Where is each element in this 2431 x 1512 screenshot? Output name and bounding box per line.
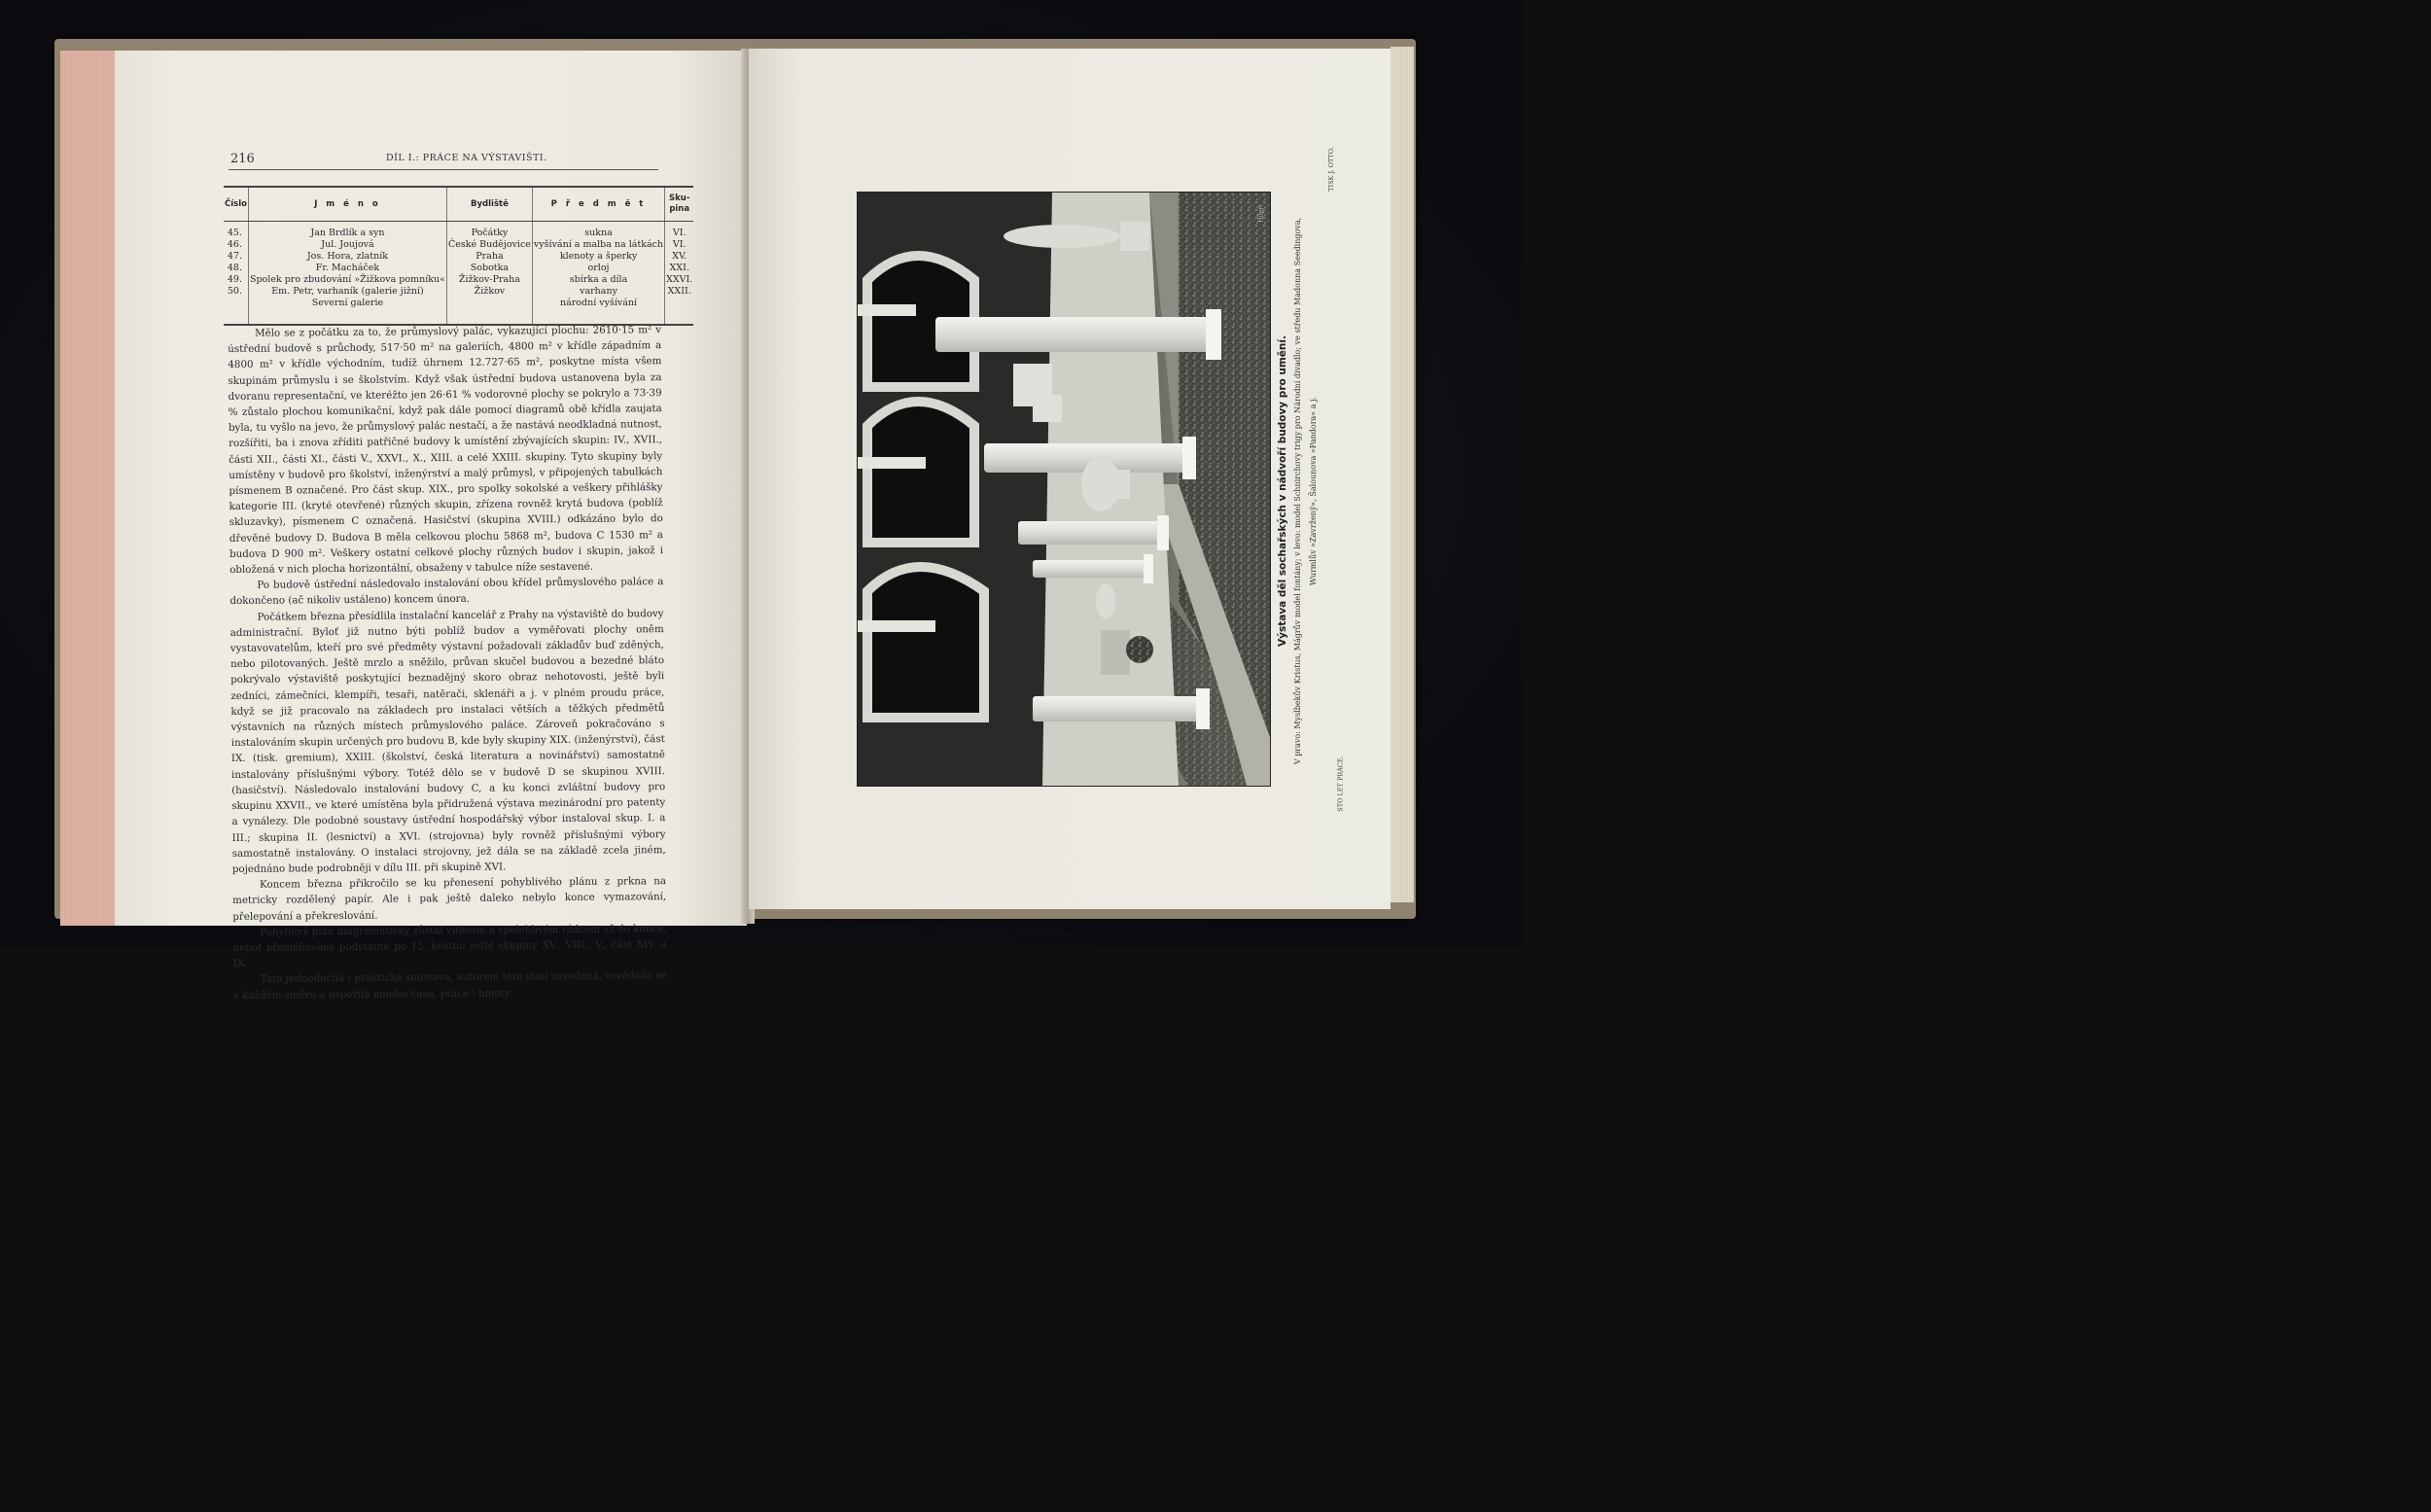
header-number: Číslo <box>224 187 248 222</box>
row-name: Em. Petr, varhaník (galerie jižní) <box>271 286 424 297</box>
header-group: Sku- pina <box>665 187 694 222</box>
row-group: VI. <box>672 239 687 250</box>
header-subject: P ř e d m ě t <box>532 187 664 222</box>
caption-line: Wurmlův »Zavržený«, Šalounova »Pandora« a j. <box>1309 396 1318 586</box>
caption-title: Výstava děl sochařských v nádvoří budovy pro umění. <box>1277 335 1288 647</box>
row-name: Spolek pro zbudování »Žižkova pomníku« <box>249 274 445 285</box>
footer-mark: STO LET PRÁCE. <box>1336 756 1345 812</box>
row-residence: Žižkov <box>474 286 506 297</box>
row-number: 50. <box>227 286 242 297</box>
row-group: XXVI. <box>666 274 693 285</box>
page-edges-left <box>60 51 121 926</box>
residence-column <box>446 222 532 326</box>
row-subject: sukna <box>584 228 613 238</box>
row-residence: Sobotka <box>470 263 510 273</box>
header-name: J m é n o <box>248 187 446 222</box>
caption-line: V pravo: Myslbekův Kristus, Mágrův model fontány; v levo: model Schnirchovy trigy pro Národní divadlo; ve středu Madonna Seedingova, <box>1293 217 1302 765</box>
row-number: 47. <box>227 251 242 262</box>
paragraph: Koncem března přikročilo se ku přenesení pohyblivého plánu z prkna na metricky rozdělený papír. Ale i pak ještě daleko nebylo konce vymazování, přelepování a překreslování. <box>232 875 667 923</box>
row-number: 49. <box>227 274 242 285</box>
row-residence: Počátky <box>471 228 509 238</box>
row-group: XV. <box>672 251 687 262</box>
row-group: XXII. <box>667 286 691 297</box>
image-signature: Hilprt <box>1257 204 1265 223</box>
row-group: VI. <box>672 228 687 238</box>
row-subject: varhany <box>580 286 617 297</box>
number-column <box>224 222 248 326</box>
row-residence: České Budějovice <box>447 239 531 250</box>
row-name: Severní galerie <box>311 298 384 308</box>
name-column <box>248 222 446 326</box>
caption-text <box>1277 218 1320 764</box>
row-subject: národní vyšívání <box>559 298 638 308</box>
row-number: 46. <box>227 239 242 250</box>
page-number: 216 <box>230 152 255 166</box>
paragraph: Mělo se z počátku za to, že průmyslový palác, vykazující plochu: 2610·15 m² v ústřední budově s průchody, 517·50 m² na galeriích, 4800 m² v křídle západním a 4800 m² v křídle východním, tudíž úhrnem 12.727·65 m², poskytne místa všem skupinám průmyslu i se školstvím. Když však ústřední budova ustanovena byla za dvoranu representační, ve kteréžto jen 26·61 % vodorovné plochy se pokrylo a 73·39 % zůstalo plochou komunikační, když pak dále pomocí diagramů obě křídla zaujata byla, tu vyšlo na jevo, že průmyslový palác nestačí, a že nastává neodkladná nutnost, rozšířiti, ba i znova zříditi patřičné budovy k umístění zbývajících skupin: IV., XVII., části XII., části XI., části V., XXVI., X., XIII. a celé XXIII. skupiny. Tyto skupiny byly umístěny v budově pro školství, inženýrství a malý průmysl, v připojených tabulkách písmenem B označené. Pro část skup. XIX., pro spolky sokolské a veškery přihlášky kategorie III. (kryté otevřené) různých skupin, zřízena rovněž krytá budova (poblíž skluzavky), písmenem C označená. Hasičství (skupina XVIII.) odkázáno bylo do dřevěné budovy D. Budova B měla celkovou plochu 5868 m², budova C 1530 m² a budova D 900 m². Veškery ostatní celkové plochy různých budov i skupin, jakož i obložená v nich plocha horizontální, obsaženy v tabulce níže sestavené. <box>228 324 664 577</box>
row-subject: sbírka a díla <box>569 274 628 285</box>
row-subject: vyšívání a malba na látkách <box>533 239 664 250</box>
sculpture-courtyard-photo <box>857 192 1271 787</box>
paragraph: Tato jednoduchá i praktická soustava, autorem této stati zavedená, osvědčila se v každém směru a uspořila mnoho času, práce i hmoty. <box>232 969 667 1002</box>
photo-caption <box>1269 146 1327 836</box>
running-title: DÍL I.: PRÁCE NA VÝSTAVIŠTI. <box>386 153 547 163</box>
photo-credit: TISK J. OTTO. <box>1326 147 1335 192</box>
row-residence: Praha <box>476 251 504 262</box>
running-head <box>229 152 658 170</box>
body-text <box>228 322 667 1003</box>
photo-illustration <box>858 193 1270 786</box>
subject-column <box>532 222 664 326</box>
row-name: Jul. Joujová <box>321 239 374 250</box>
row-name: Jan Brdlík a syn <box>310 228 385 238</box>
header-residence: Bydliště <box>446 187 532 222</box>
row-residence: Žižkov-Praha <box>458 274 520 285</box>
group-column <box>665 222 694 326</box>
row-name: Jos. Hora, zlatník <box>306 251 389 262</box>
paragraph: Počátkem března přesídlila instalační kancelář z Prahy na výstaviště do budovy administrační. Byloť již nutno býti poblíž budov a vyměřovati plochy oněm vystavovatelům, kteří pro své předměty výstavní požadovali základův buď zděných, nebo pilotovaných. Ještě mrzlo a sněžilo, průvan skučel budovou a bezedné bláto pokrývalo výstaviště poskytující beznadějný skoro obraz nehotovosti, ještě byli zedníci, zámečníci, klempíři, tesaři, natěrači, sklenáři a j. v plném proudu práce, když se již pracovalo na základech pro instalaci větších a těžkých předmětů výstavních na různých místech průmyslového paláce. Zároveň pokračováno s instalováním skupin určených pro budovu B, kde byly skupiny XIX. (inženýrství), část IX. (tisk. gremium), XXIII. (školství, česká literatura a novinářství) samostatně instalovány příslušnými výbory. Totéž dělo se v budově D se skupinou XVIII. (hasičství). Následovalo instalování budovy C, a ku konci zvláštní budovy pro skupinu XXVII., ve které umístěna byla přidružená výstava mezinárodní pro patenty a vynálezy. Dle podobné soustavy ústřední hospodářský výbor instaloval skup. I. a III.; skupina II. (lesnictví) a XVI. (strojovna) byly rovněž příslušnými výbory samostatně instalovány. O instalaci strojovny, jež dála se na základě zcela jiném, pojednáno bude podrobněji v dílu III. při skupině XVI. <box>229 607 666 875</box>
row-number: 45. <box>227 228 242 238</box>
row-subject: orloj <box>587 263 610 273</box>
row-group: XXI. <box>669 263 689 273</box>
row-name: Fr. Macháček <box>315 263 380 273</box>
exhibitor-table <box>224 186 693 326</box>
page-edges-right <box>1391 47 1414 902</box>
row-number: 48. <box>227 263 242 273</box>
row-subject: klenoty a šperky <box>559 251 638 262</box>
paragraph: Pohyblivý plán diagramatický zůstal vítězem a spolehlivým rádcem až do konce, neboť přeměňovány podstatně po 15. květnu ještě skupiny XV., VIII., V., část XIV. a IX. <box>232 922 667 970</box>
paragraph: Po budově ústřední následovalo instalování obou křídel průmyslového paláce a dokončeno (ač nikoliv ustáleno) koncem února. <box>229 576 664 608</box>
